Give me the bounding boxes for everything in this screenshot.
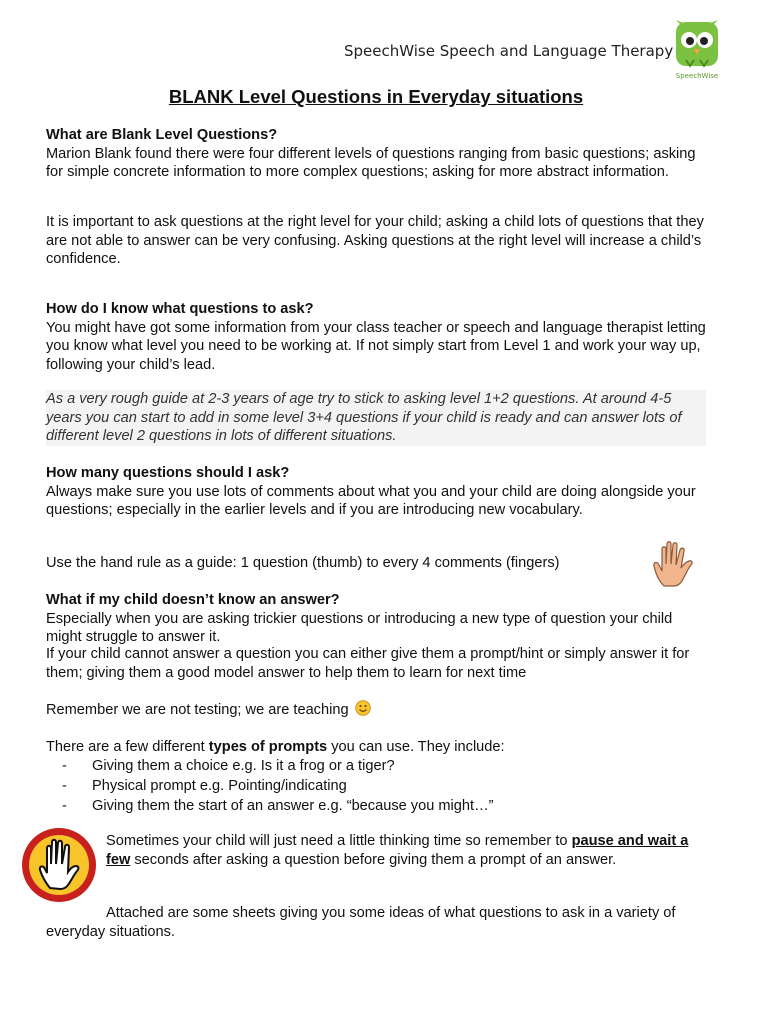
logo-label: SpeechWise (675, 72, 719, 80)
how-know-body: You might have got some information from your class teacher or speech and language therapist letting you know what level you need to be working at. If not simply start from Level 1 and work your way up, following your child’s lead. (46, 319, 706, 374)
pause-paragraph (106, 832, 706, 869)
list-item: - Giving them the start of an answer e.g. “because you might…” (62, 796, 682, 816)
pause-after: seconds after asking a question before giving them a prompt of an answer. (130, 851, 617, 868)
smiley-face-icon (355, 700, 371, 716)
prompts-intro (46, 738, 706, 757)
list-item: - Giving them a choice e.g. Is it a frog or a tiger? (62, 756, 682, 776)
list-item: - Physical prompt e.g. Pointing/indicating (62, 776, 682, 796)
heading-dont-know: What if my child doesn’t know an answer? (46, 592, 340, 608)
what-are-body-1: Marion Blank found there were four different levels of questions ranging from basic questions; asking for simple concrete information to more complex questions; asking for more abstract information. (46, 145, 696, 181)
what-are-body-2: It is important to ask questions at the right level for your child; asking a child lots of questions that they are not able to answer can be very confusing. Asking questions at the right level will increase a child’s confidence. (46, 214, 704, 268)
heading-how-many: How many questions should I ask? (46, 465, 290, 481)
hand-rule-text: Use the hand rule as a guide: 1 question (thumb) to every 4 comments (fingers) (46, 555, 560, 571)
remember-text: Remember we are not testing; we are teaching (46, 702, 349, 718)
heading-what-are: What are Blank Level Questions? (46, 127, 278, 143)
dont-know-body-1: Especially when you are asking trickier questions or introducing a new type of question your child might struggle to answer it. (46, 610, 673, 646)
how-many-body: Always make sure you use lots of comments about what you and your child are doing alongside your questions; especially in the earlier levels and if you are introducing new vocabulary. (46, 483, 696, 519)
section-how-many (46, 464, 706, 520)
attached-paragraph: Attached are some sheets giving you some ideas of what questions to ask in a variety of everyday situations. (46, 905, 676, 940)
prompts-intro-after: you can use. They include: (327, 739, 505, 755)
page-title: BLANK Level Questions in Everyday situations (168, 86, 584, 107)
prompt-types-list (62, 756, 682, 816)
open-hand-icon (652, 540, 696, 588)
age-guide-note: As a very rough guide at 2-3 years of age try to stick to asking level 1+2 questions. At around 4-5 years you can start to add in some level 3+4 questions if your child is ready and can answer lots of different level 2 questions in lots of different situations. (46, 390, 706, 446)
pause-bold: pause and wait a few (106, 833, 689, 868)
prompts-intro-before: There are a few different (46, 739, 209, 755)
prompts-intro-bold: types of prompts (208, 739, 328, 755)
dont-know-body-2: If your child cannot answer a question you can either give them a prompt/hint or simply answer it for them; giving them a good model answer to help them to learn for next time (46, 646, 690, 681)
remember-line (46, 700, 706, 720)
pause-before: Sometimes your child will just need a little thinking time so remember to (106, 833, 572, 849)
section-how-know (46, 300, 706, 375)
heading-how-know: How do I know what questions to ask? (46, 301, 314, 317)
section-dont-know (46, 591, 706, 647)
header-org-name: SpeechWise Speech and Language Therapy (344, 42, 674, 60)
stop-hand-icon (20, 826, 98, 904)
section-what-are (46, 126, 706, 182)
